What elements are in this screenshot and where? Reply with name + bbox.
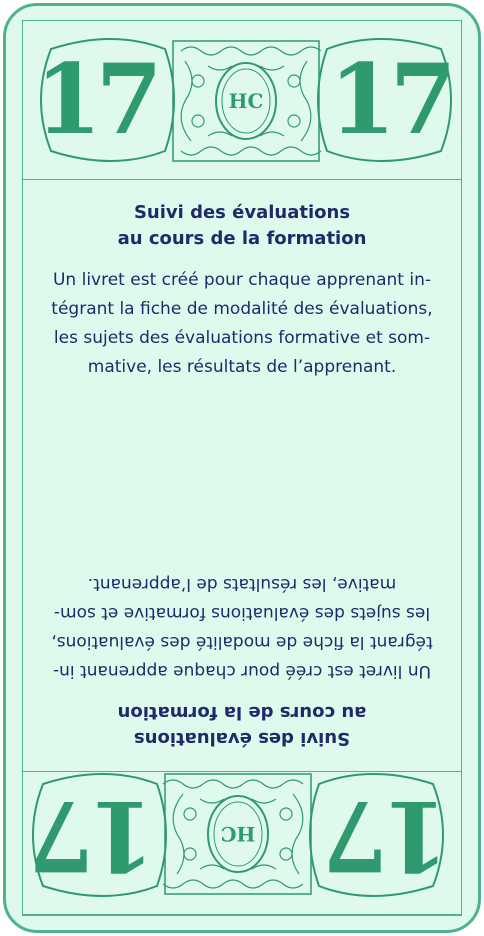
card-number-top-left: 17 bbox=[35, 43, 157, 156]
title-line-1: Suivi des évaluations bbox=[133, 202, 351, 223]
upright-text-panel bbox=[23, 180, 461, 476]
body-line: mative, les résultats de l’apprenant. bbox=[87, 574, 397, 594]
card-number-bottom-right: 17 bbox=[33, 779, 155, 892]
bottom-ornament-band bbox=[23, 756, 461, 915]
body-line: les sujets des évaluations formative et som- bbox=[53, 603, 431, 623]
title-line-2: au cours de la formation bbox=[117, 228, 367, 249]
title-line-1: Suivi des évaluations bbox=[133, 728, 351, 749]
body-line: tégrant la fiche de modalité des évaluations, bbox=[51, 632, 433, 652]
card-number-bottom-left: 17 bbox=[327, 779, 449, 892]
monogram: HC bbox=[228, 89, 264, 113]
body-line: les sujets des évaluations formative et som- bbox=[53, 328, 431, 348]
card-title-inverted bbox=[33, 699, 451, 751]
top-ornament-band bbox=[23, 21, 461, 180]
card-title bbox=[33, 200, 451, 252]
inverted-text-panel bbox=[23, 476, 461, 772]
card-number-top-right: 17 bbox=[329, 43, 451, 156]
title-line-2: au cours de la formation bbox=[117, 702, 367, 723]
body-line: tégrant la fiche de modalité des évaluations, bbox=[51, 299, 433, 319]
body-line: Un livret est créé pour chaque apprenant in- bbox=[52, 270, 431, 290]
body-line: Un livret est créé pour chaque apprenant in- bbox=[53, 661, 432, 681]
card-description bbox=[33, 266, 451, 382]
body-line: mative, les résultats de l’apprenant. bbox=[87, 357, 397, 377]
card-inner-frame bbox=[22, 20, 462, 916]
card bbox=[3, 3, 481, 933]
monogram: HC bbox=[220, 822, 256, 846]
card-description-inverted bbox=[33, 569, 451, 685]
